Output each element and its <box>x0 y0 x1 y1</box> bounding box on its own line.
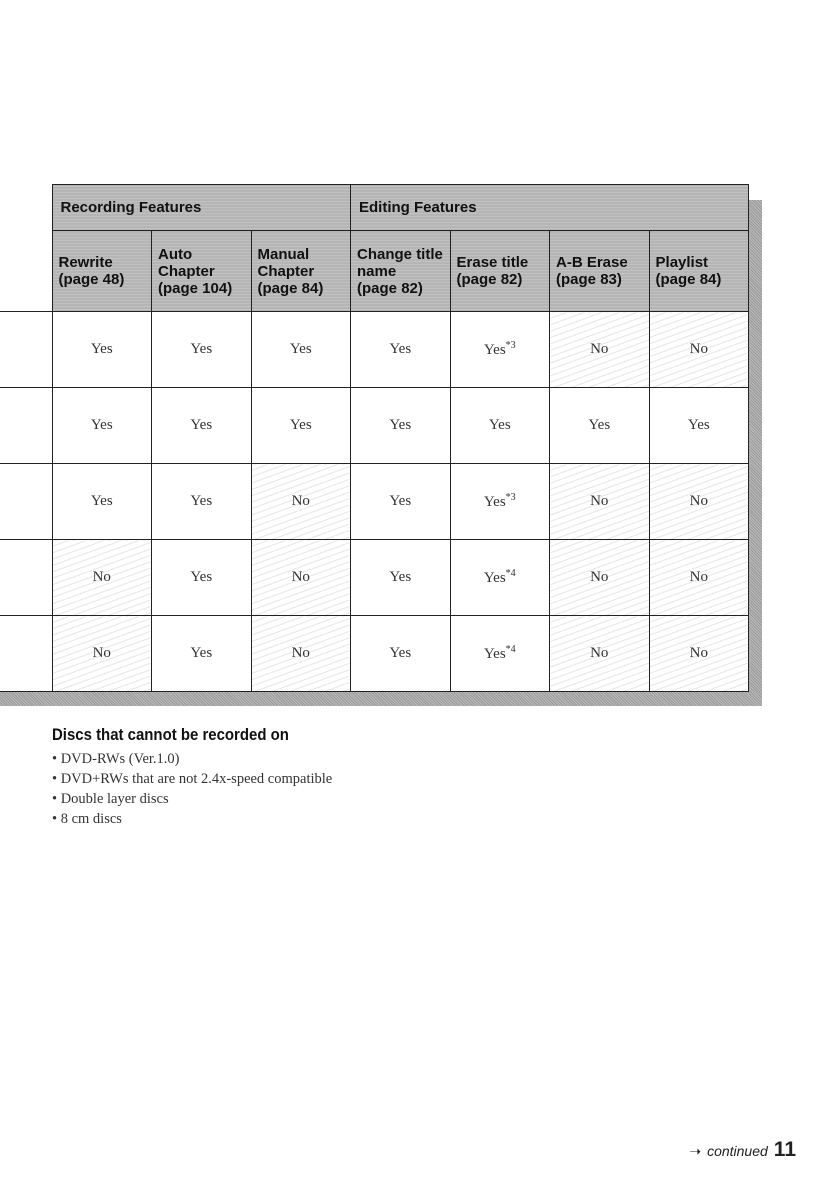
cell-value: No <box>590 493 609 509</box>
column-header <box>550 231 650 312</box>
footnote-mark: *4 <box>505 568 516 579</box>
table-cell <box>52 464 152 540</box>
column-name: Manual Chapter <box>257 245 315 280</box>
cell-value: Yes <box>90 493 113 509</box>
cell-value: Yes <box>289 417 312 433</box>
cell-value: No <box>689 645 708 661</box>
section-title: Discs that cannot be recorded on <box>52 725 289 744</box>
column-page: (page 84) <box>257 279 324 297</box>
table-cell <box>649 312 749 388</box>
table-cell <box>649 540 749 616</box>
cell-value: No <box>291 569 310 585</box>
row-label <box>0 312 52 388</box>
arrow-right-icon: ➝ <box>689 1145 702 1160</box>
cell-value: Yes <box>190 341 213 357</box>
cell-value: No <box>689 493 708 509</box>
cell-value: No <box>92 645 111 661</box>
cell-value: No <box>590 569 609 585</box>
cell-value: Yes <box>190 645 213 661</box>
row-label <box>0 616 52 692</box>
cell-value: No <box>291 493 310 509</box>
table-cell <box>52 540 152 616</box>
column-page: (page 82) <box>456 271 523 288</box>
table-cell <box>550 540 650 616</box>
column-name: Playlist <box>655 254 709 271</box>
page-number: 11 <box>773 1138 796 1161</box>
table-cell <box>351 540 451 616</box>
cell-value: Yes <box>483 570 506 586</box>
cell-value: Yes <box>389 569 412 585</box>
cell-value: No <box>689 341 708 357</box>
table-cell <box>52 616 152 692</box>
table-row <box>0 616 749 692</box>
column-header <box>351 231 451 312</box>
row-label-header <box>0 185 52 312</box>
continued-label: continued <box>707 1143 768 1159</box>
table-cell <box>550 464 650 540</box>
table-cell <box>450 540 550 616</box>
table-row <box>0 312 749 388</box>
table-shadow <box>0 692 762 706</box>
row-label <box>0 540 52 616</box>
table-cell <box>649 464 749 540</box>
column-page: (page 83) <box>556 271 622 288</box>
cell-value: Yes <box>190 493 213 509</box>
page-footer <box>689 1138 796 1162</box>
disc-list <box>52 749 332 829</box>
list-item: • Double layer discs <box>52 789 332 809</box>
table-cell <box>450 312 550 388</box>
table-cell <box>649 616 749 692</box>
cell-value: Yes <box>90 341 113 357</box>
footnote-mark: *4 <box>505 644 516 655</box>
cell-value: Yes <box>389 493 412 509</box>
column-name: Change title name <box>357 245 443 280</box>
column-page: (page 82) <box>357 279 423 297</box>
column-header <box>450 231 550 312</box>
cell-value: Yes <box>190 569 213 585</box>
table-cell <box>152 464 252 540</box>
cell-value: Yes <box>389 417 412 433</box>
table-cell <box>351 464 451 540</box>
column-header <box>152 231 252 312</box>
group-header-recording: Recording Features <box>52 185 351 231</box>
table-cell <box>450 616 550 692</box>
cell-value: Yes <box>289 341 312 357</box>
column-header <box>649 231 749 312</box>
cell-value: Yes <box>90 417 113 433</box>
table-cell <box>450 464 550 540</box>
footnote-mark: *3 <box>505 492 516 503</box>
cell-value: No <box>92 569 111 585</box>
cell-value: No <box>689 569 708 585</box>
table-cell <box>450 388 550 464</box>
cell-value: Yes <box>483 646 506 662</box>
table-cell <box>251 464 351 540</box>
footnote-mark: *3 <box>505 340 516 351</box>
row-label <box>0 388 52 464</box>
column-name: A-B Erase <box>556 254 628 271</box>
table-cell <box>152 616 252 692</box>
table-cell <box>152 540 252 616</box>
table-cell <box>351 312 451 388</box>
cell-value: No <box>291 645 310 661</box>
table-cell <box>550 616 650 692</box>
cell-value: Yes <box>588 417 611 433</box>
table-cell <box>52 388 152 464</box>
table-cell <box>649 388 749 464</box>
cell-value: Yes <box>488 417 511 433</box>
table-row <box>0 388 749 464</box>
table-cell <box>152 388 252 464</box>
table-cell <box>351 388 451 464</box>
cell-value: Yes <box>483 342 506 358</box>
cell-value: Yes <box>389 341 412 357</box>
table-row <box>0 464 749 540</box>
column-header <box>251 231 351 312</box>
cell-value: Yes <box>483 494 506 510</box>
column-name: Auto Chapter <box>158 245 215 280</box>
column-page: (page 48) <box>58 271 125 288</box>
row-label <box>0 464 52 540</box>
table-shadow <box>748 200 762 706</box>
cell-value: Yes <box>687 417 710 433</box>
table-cell <box>550 312 650 388</box>
column-name: Erase title <box>456 254 529 271</box>
table-cell <box>351 616 451 692</box>
cell-value: Yes <box>389 645 412 661</box>
table-cell <box>251 312 351 388</box>
table-row <box>0 540 749 616</box>
column-header <box>52 231 152 312</box>
cell-value: Yes <box>190 417 213 433</box>
cell-value: No <box>590 341 609 357</box>
table-cell <box>251 388 351 464</box>
column-page: (page 84) <box>655 271 722 288</box>
list-item: • 8 cm discs <box>52 809 332 829</box>
table-cell <box>251 540 351 616</box>
group-header-editing: Editing Features <box>351 185 749 231</box>
table-cell <box>251 616 351 692</box>
table-cell <box>52 312 152 388</box>
feature-table <box>0 184 749 692</box>
column-page: (page 104) <box>158 279 233 297</box>
unrecordable-discs-section <box>52 725 332 829</box>
table-cell <box>152 312 252 388</box>
cell-value: No <box>590 645 609 661</box>
table-cell <box>550 388 650 464</box>
column-name: Rewrite <box>58 254 113 271</box>
list-item: • DVD+RWs that are not 2.4x-speed compatible <box>52 769 332 789</box>
list-item: • DVD-RWs (Ver.1.0) <box>52 749 332 769</box>
